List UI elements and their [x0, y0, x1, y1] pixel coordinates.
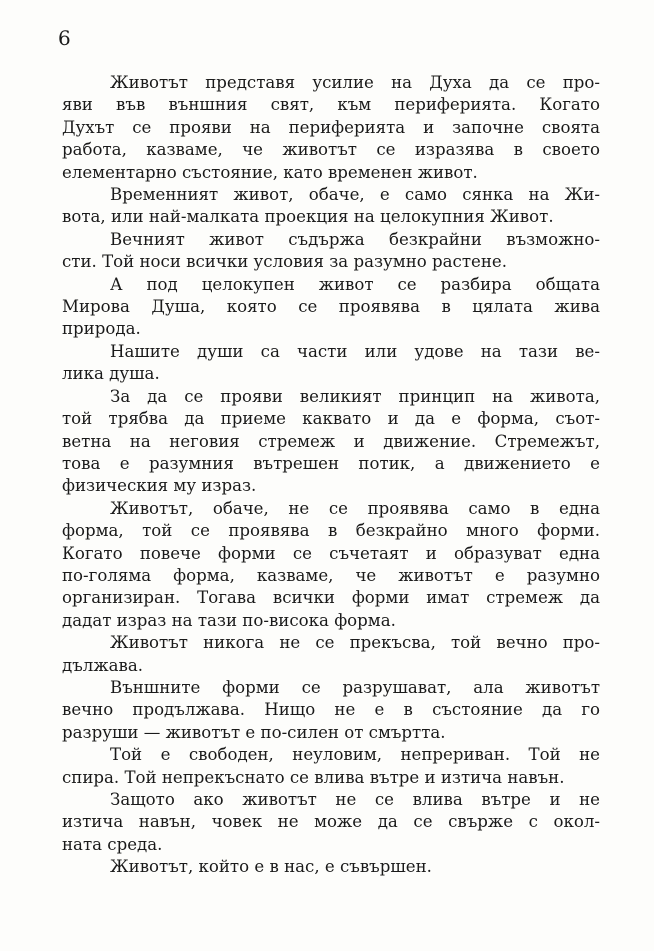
paragraph [62, 789, 600, 856]
text-line: Животът никога не се прекъсва, той вечно про- [110, 633, 600, 653]
text-line: Временният живот, обаче, е само сянка на Жи- [110, 185, 600, 205]
paragraph [62, 274, 600, 341]
text-line: лика душа. [62, 364, 160, 384]
text-line: по-голяма форма, казваме, че животът е разумно [62, 565, 600, 585]
paragraph [62, 744, 600, 789]
text-line: природа. [62, 319, 141, 339]
paragraph [62, 632, 600, 677]
text-line: вечно продължава. Нищо не е в състояние да го [62, 700, 600, 720]
paragraph [62, 72, 600, 184]
paragraph [62, 498, 600, 632]
page-number: 6 [58, 26, 71, 50]
paragraph [62, 677, 600, 744]
text-line: работа, казваме, че животът се изразява в своето [62, 140, 600, 160]
text-line: Външните форми се разрушават, ала животът [110, 677, 600, 697]
text-line: елементарно състояние, като временен живот. [62, 162, 478, 182]
text-line: Духът се прояви на периферията и започне своята [62, 117, 600, 137]
text-line: форма, той се проявява в безкрайно много форми. [62, 521, 600, 541]
text-line: организиран. Тогава всички форми имат стремеж да [62, 588, 600, 608]
paragraph [62, 229, 600, 274]
text-line: спира. Той непрекъснато се влива вътре и изтича навън. [62, 767, 565, 787]
text-line: Мирова Душа, която се проявява в цялата жива [62, 297, 600, 317]
body-text [62, 72, 600, 879]
paragraph [62, 386, 600, 498]
text-line: Вечният живот съдържа безкрайни възможно- [110, 229, 600, 249]
text-line: физическия му израз. [62, 476, 257, 496]
text-line: Животът, обаче, не се проявява само в една [110, 498, 600, 518]
text-line: яви във външния свят, към периферията. Когато [62, 95, 600, 115]
text-line: А под целокупен живот се разбира общата [110, 274, 600, 294]
text-line: Той е свободен, неуловим, непрериван. Той не [110, 745, 600, 765]
text-line: Защото ако животът не се влива вътре и не [110, 790, 600, 809]
text-line: това е разумния вътрешен потик, а движението е [62, 453, 600, 473]
text-line: той трябва да приеме каквато и да е форма, съот- [62, 409, 600, 429]
text-line: Нашите души са части или удове на тази ве- [110, 341, 600, 361]
text-line: Когато повече форми се съчетаят и образуват една [62, 543, 600, 563]
text-line: разруши — животът е по-силен от смъртта. [62, 722, 446, 742]
text-line: дадат израз на тази по-висока форма. [62, 610, 396, 630]
paragraph [62, 341, 600, 386]
text-line: дължава. [62, 655, 143, 675]
paragraph [62, 184, 600, 229]
text-line: сти. Той носи всички условия за разумно растене. [62, 252, 508, 272]
text-line: ната среда. [62, 834, 163, 854]
text-line: За да се прояви великият принцип на живота, [110, 386, 600, 406]
text-line: ветна на неговия стремеж и движение. Стремежът, [62, 431, 600, 451]
paragraph [62, 856, 600, 878]
text-line: Животът, който е в нас, е съвършен. [110, 857, 432, 877]
text-line: изтича навън, човек не може да се свърже с окол- [62, 812, 600, 832]
text-line: Животът представя усилие на Духа да се про- [110, 73, 600, 92]
text-line: вота, или най-малката проекция на целокупния Живот. [62, 207, 554, 227]
